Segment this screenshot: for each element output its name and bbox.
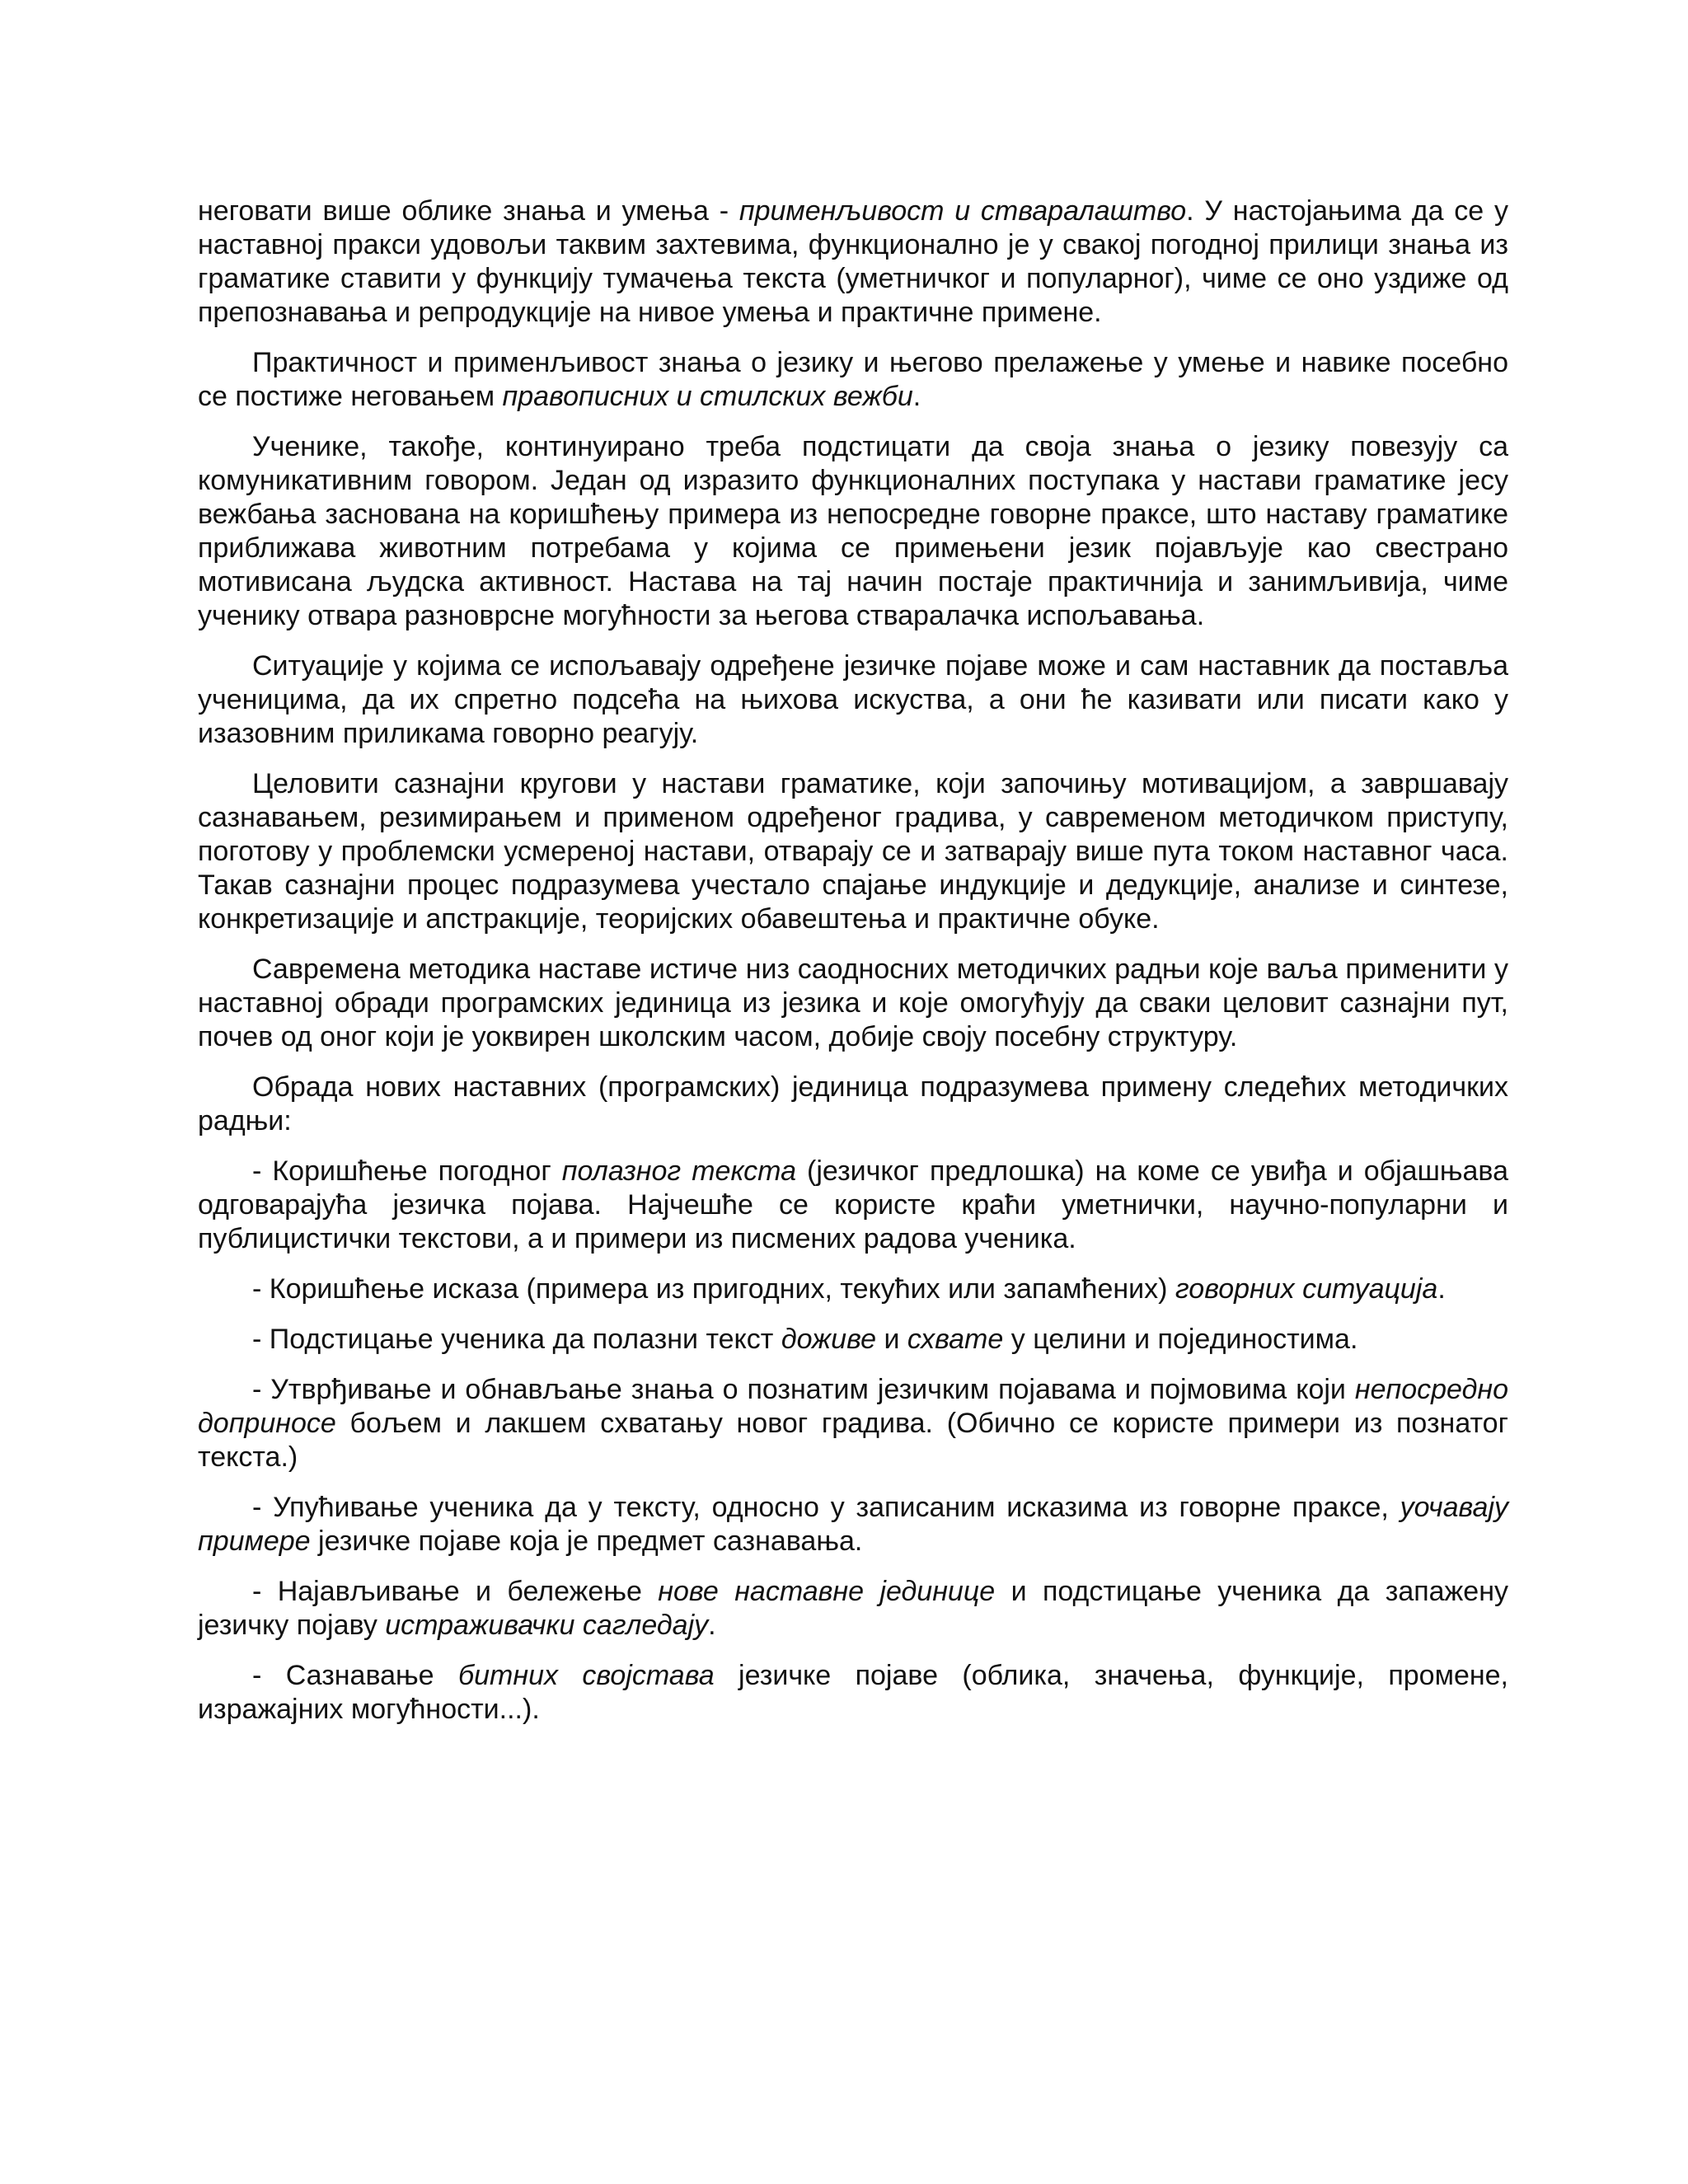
list-item-2 — [198, 1272, 1508, 1306]
text-run: Ученике, такође, континуирано треба подстицати да своја знања о језику повезују са комуникативним говором. Један од изразито функционалних поступака у настави граматике јесу вежбања заснована на коришћењу примера из непосредне говорне праксе, што наставу граматике приближава животним потребама у којима се примењени језик појављује као свестрано мотивисана људска активност. Настава на тај начин постаје практичнија и занимљивија, чиме ученику отвара разноврсне могућности за његова стваралачка испољавања. — [198, 431, 1508, 631]
italic-run: истраживачки сагледају — [385, 1610, 709, 1641]
text-run: Савремена методика наставе истиче низ саодносних методичких радњи које ваља применити у наставној обради програмских јединица из језика и које омогућују да сваки целовит сазнајни пут, почев од оног који је уоквирен школским часом, добије своју посебну структуру. — [198, 954, 1508, 1052]
list-item-3 — [198, 1323, 1508, 1357]
text-run: - Сазнавање — [252, 1660, 458, 1691]
italic-run: непосредно доприносе — [198, 1374, 1508, 1439]
list-item-6 — [198, 1575, 1508, 1643]
text-run: - Упућивање ученика да у тексту, односно у записаним исказима из говорне праксе, — [252, 1492, 1400, 1523]
list-item-5 — [198, 1491, 1508, 1558]
italic-run: схвате — [907, 1324, 1004, 1355]
text-run: бољем и лакшем схватању новог градива. (Обично се користе примери из познатог текста.) — [198, 1408, 1508, 1473]
text-run: . — [1437, 1273, 1446, 1305]
document-page — [198, 194, 1508, 1743]
text-run: . — [912, 381, 921, 412]
text-run: - Подстицање ученика да полазни текст — [252, 1324, 781, 1355]
list-item-1 — [198, 1155, 1508, 1256]
text-run: и — [876, 1324, 907, 1355]
paragraph-5 — [198, 767, 1508, 936]
text-run: . — [708, 1610, 716, 1641]
text-run: - Најављивање и бележење — [252, 1576, 659, 1607]
paragraph-4 — [198, 649, 1508, 751]
italic-run: битних својстава — [458, 1660, 715, 1691]
italic-run: нове наставне јединице — [658, 1576, 996, 1607]
text-run: језичке појаве која је предмет сазнавања. — [310, 1526, 863, 1557]
text-run: - Утврђивање и обнављање знања о познатим језичким појавама и појмовима који — [252, 1374, 1355, 1405]
paragraph-7 — [198, 1071, 1508, 1138]
paragraph-2 — [198, 346, 1508, 414]
text-run: Обрада нових наставних (програмских) јединица подразумева примену следећих методичких радњи: — [198, 1071, 1508, 1137]
paragraph-1 — [198, 194, 1508, 330]
text-run: неговати више облике знања и умења - — [198, 195, 739, 227]
text-run: и подстицање ученика да запажену језичку појаву — [198, 1576, 1508, 1641]
text-run: . У настојањима да се у наставној пракси удовољи таквим захтевима, функционално је у свакој погодној прилици знања из граматике ставити у функцију тумачења текста (уметничког и популарног), чиме се оно уздиже од препознавања и репродукције на нивое умења и практичне примене. — [198, 195, 1508, 328]
text-run: језичке појаве (облика, значења, функције, промене, изражајних могућности...). — [198, 1660, 1508, 1725]
text-run: Целовити сазнајни кругови у настави граматике, који започињу мотивацијом, а завршавају сазнавањем, резимирањем и применом одређеног градива, у савременом методичком приступу, поготову у проблемски усмереној настави, отварају се и затварају више пута током наставног часа. Такав сазнајни процес подразумева учестало спајање индукције и дедукције, анализе и синтезе, конкретизације и апстракције, теоријских обавештења и практичне обуке. — [198, 768, 1508, 935]
list-item-4 — [198, 1373, 1508, 1474]
text-run: - Коришћење исказа (примера из пригодних, текућих или запамћених) — [252, 1273, 1175, 1305]
text-run: - Коришћење погодног — [252, 1155, 562, 1187]
text-run: Практичност и применљивост знања о језику и његово прелажење у умење и навике посебно се постиже неговањем — [198, 347, 1508, 412]
text-run: у целини и појединостима. — [1003, 1324, 1358, 1355]
italic-run: доживе — [781, 1324, 876, 1355]
text-run: (језичког предлошка) на коме се увиђа и објашњава одговарајућа језичка појава. Најчешће се користе краћи уметнички, научно-популарни и публицистички текстови, а и примери из писмених радова ученика. — [198, 1155, 1508, 1254]
text-run: Ситуације у којима се испољавају одређене језичке појаве може и сам наставник да поставља ученицима, да их спретно подсећа на њихова искуства, а они ће казивати или писати како у изазовним приликама говорно реагују. — [198, 650, 1508, 749]
italic-run: полазног текста — [561, 1155, 796, 1187]
italic-run: уочавају примере — [198, 1492, 1508, 1557]
paragraph-6 — [198, 953, 1508, 1054]
italic-run: применљивост и стваралаштво — [738, 195, 1187, 227]
italic-run: говорних ситуација — [1175, 1273, 1438, 1305]
list-item-7 — [198, 1659, 1508, 1727]
italic-run: правописних и стилских вежби — [502, 381, 913, 412]
paragraph-3 — [198, 430, 1508, 633]
